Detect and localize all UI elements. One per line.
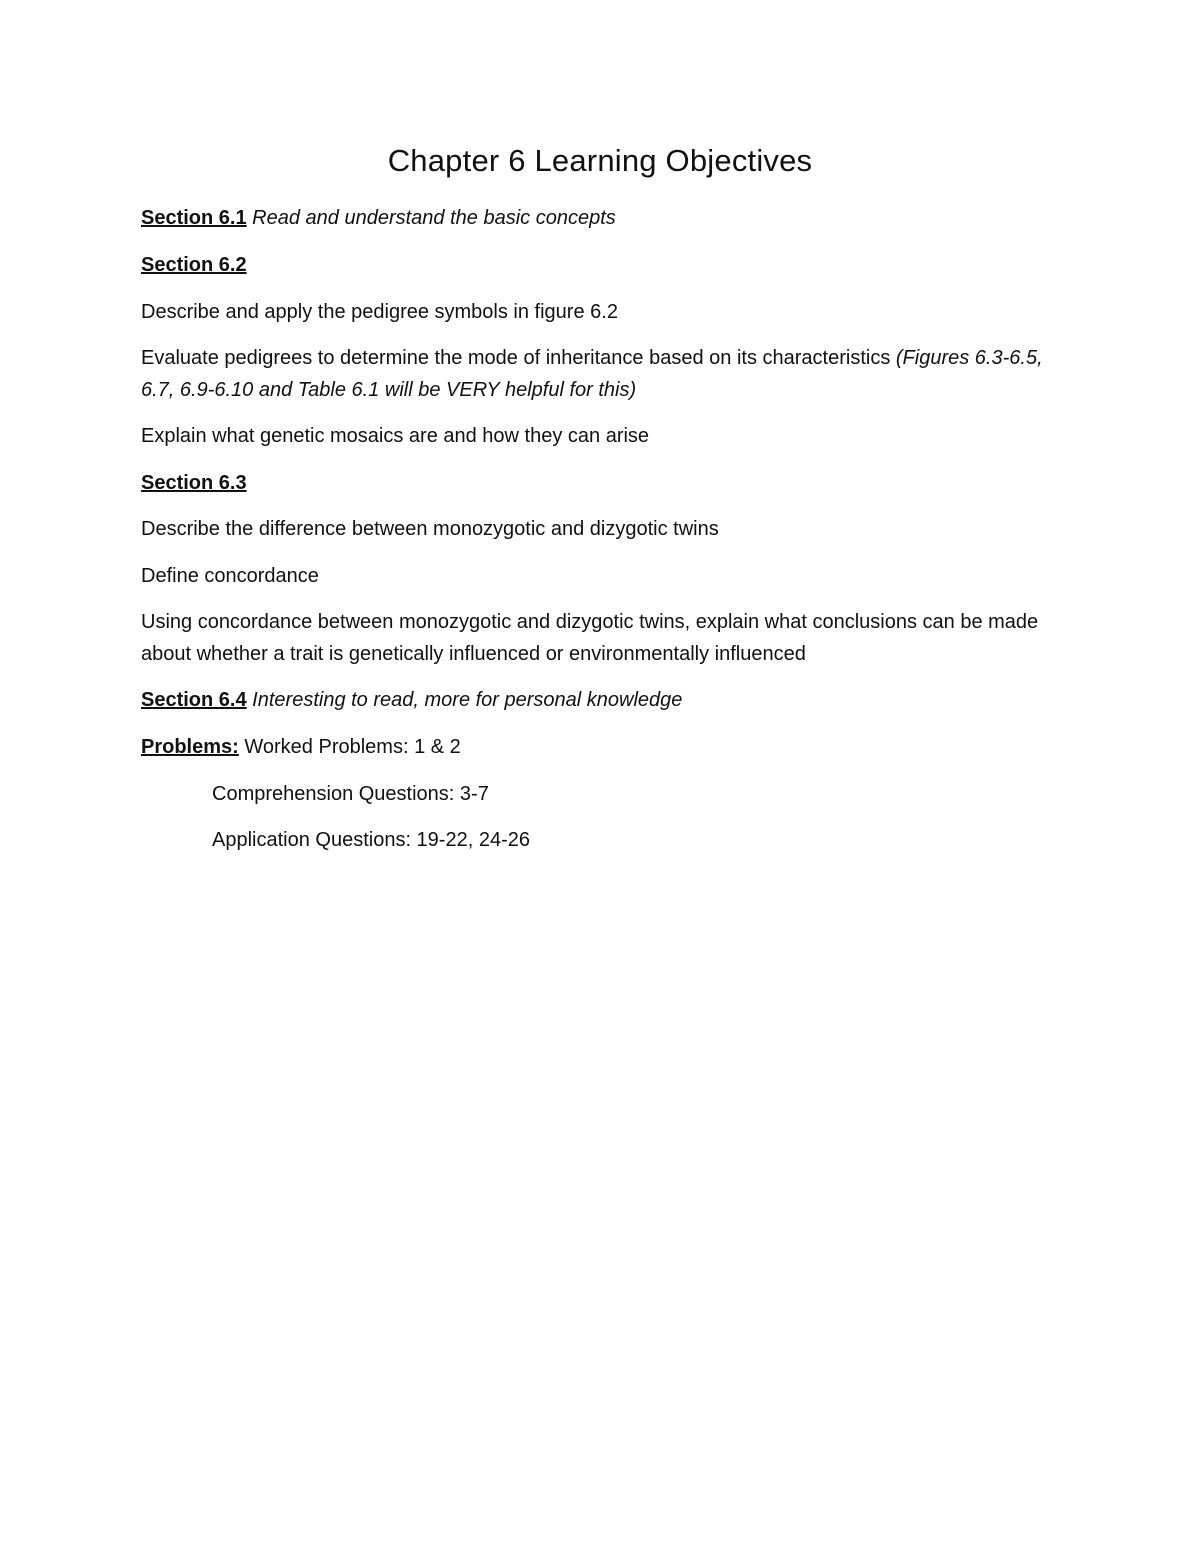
section-6-1-line (141, 202, 616, 234)
section-6-3-objective-2: Define concordance (141, 565, 319, 587)
section-6-3-line (141, 467, 247, 499)
problems-heading: Problems: (141, 736, 239, 758)
page-title: Chapter 6 Learning Objectives (387, 143, 813, 178)
section-6-2-heading: Section 6.2 (141, 254, 247, 276)
section-6-2-objective-2-note: (Figures 6.3-6.5, 6.7, 6.9-6.10 and Table 6.1 will be VERY helpful for this) (141, 347, 1043, 401)
worked-problems: Worked Problems: 1 & 2 (244, 736, 461, 758)
section-6-4-heading: Section 6.4 (141, 689, 247, 711)
section-6-1-note: Read and understand the basic concepts (252, 207, 616, 229)
section-6-1-heading: Section 6.1 (141, 207, 247, 229)
section-6-3-objective-1: Describe the difference between monozygotic and dizygotic twins (141, 518, 719, 540)
section-6-4-line (141, 684, 682, 716)
section-6-2-objective-2-text: Evaluate pedigrees to determine the mode of inheritance based on its characteristics (141, 347, 891, 369)
section-6-2-objective-2 (141, 342, 1061, 406)
application-questions: Application Questions: 19-22, 24-26 (212, 829, 530, 851)
section-6-3-objective-3: Using concordance between monozygotic and dizygotic twins, explain what conclusions can be made about whether a trait is genetically influenced or environmentally influenced (141, 611, 1039, 665)
section-6-2-objective-1: Describe and apply the pedigree symbols in figure 6.2 (141, 301, 618, 323)
section-6-3-heading: Section 6.3 (141, 472, 247, 494)
section-6-2-objective-3: Explain what genetic mosaics are and how they can arise (141, 425, 650, 447)
comprehension-questions: Comprehension Questions: 3-7 (212, 783, 489, 805)
section-6-2-line (141, 249, 247, 281)
problems-line (141, 731, 461, 763)
section-6-4-note: Interesting to read, more for personal knowledge (252, 689, 683, 711)
